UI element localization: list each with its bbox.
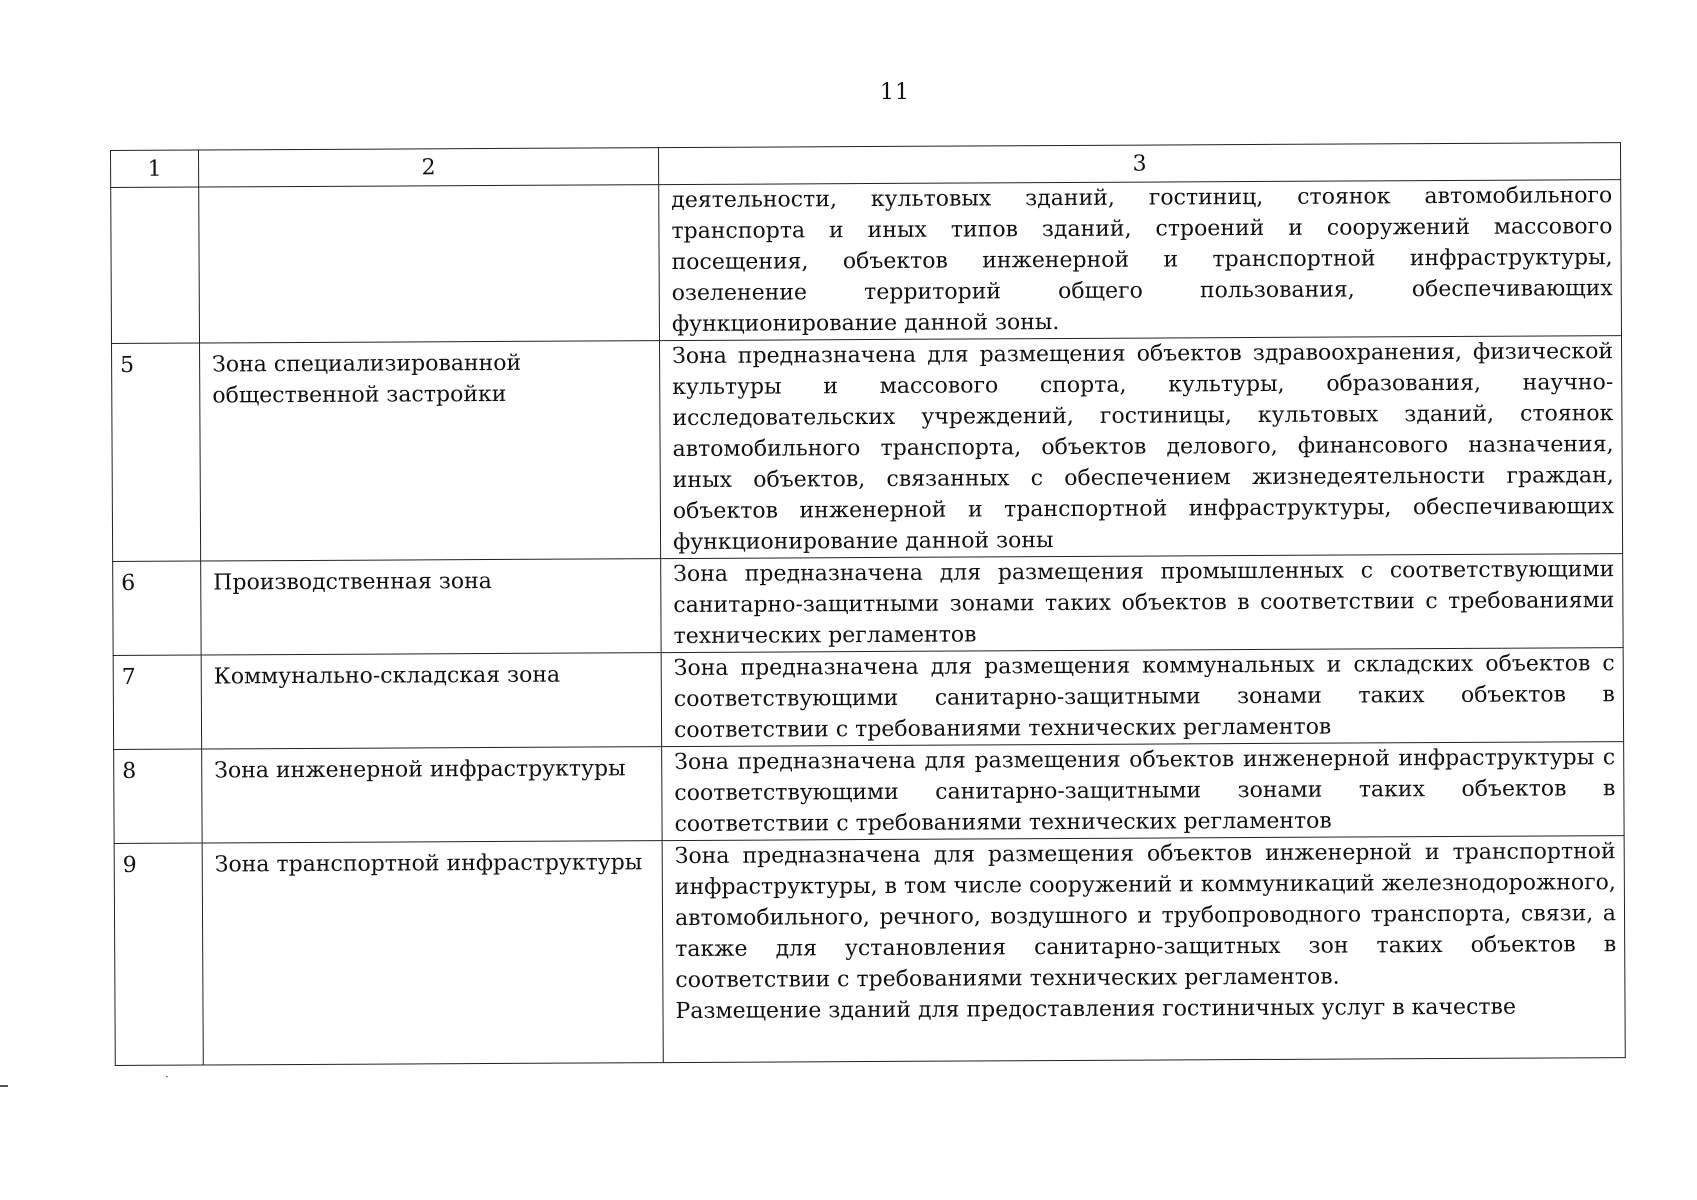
zone-name xyxy=(199,185,660,343)
table-row xyxy=(113,554,1623,656)
row-number xyxy=(111,187,200,343)
description-paragraph: Зона предназначена для размещения промышленных с соответствующими санитарно-защитными зонами таких объектов в соответствии с требованиями технических регламентов xyxy=(673,557,1615,650)
description-paragraph: Зона предназначена для размещения коммунальных и складских объектов с соответствующими санитарно-защитными зонами таких объектов в соответствии с требованиями технических регламентов xyxy=(673,651,1615,744)
column-header-description: 3 xyxy=(658,143,1620,185)
table-row xyxy=(114,836,1625,1066)
table-row xyxy=(113,648,1623,750)
row-number: 5 xyxy=(112,343,201,561)
zone-description xyxy=(661,648,1623,747)
table-row xyxy=(111,180,1622,344)
zone-name: Зона инженерной инфраструктуры xyxy=(202,747,662,843)
column-header-zone-name: 2 xyxy=(199,148,659,187)
zone-name: Производственная зона xyxy=(201,559,661,655)
row-number: 7 xyxy=(113,655,201,749)
table-row xyxy=(114,742,1624,844)
description-paragraph: Зона предназначена для размещения объектов здравоохранения, физической культуры и массового спорта, культуры, образования, научно-исследовательских учреждений, гостиницы, культовых зданий, стоянок автомобильного транспорта, объектов делового, финансового назначения, иных объектов, связанных с обеспечением жизнедеятельности граждан, объектов инженерной и транспортной инфраструктуры, обеспечивающих функционирование данной зоны xyxy=(672,339,1614,556)
zone-name: Коммунально-складская зона xyxy=(201,653,661,749)
row-number: 6 xyxy=(113,561,201,655)
zone-description xyxy=(660,336,1623,559)
column-header-number: 1 xyxy=(111,150,199,187)
description-paragraph: Размещение зданий для предоставления гостиничных услуг в качестве xyxy=(675,994,1517,1025)
description-paragraph: Зона предназначена для размещения объектов инженерной и транспортной инфраструктуры, в том числе сооружений и коммуникаций железнодорожного, автомобильного, речного, воздушного и трубопроводного транспорта, связи, а также для установления санитарно-защитных зон таких объектов в соответствии с требованиями технических регламентов. xyxy=(674,839,1617,994)
page-number: 11 xyxy=(880,80,910,105)
description-paragraph: деятельности, культовых зданий, гостиниц, стоянок автомобильного транспорта и иных типов зданий, строений и сооружений массового посещения, объектов инженерной и транспортной инфраструктуры, озеленение территорий общего пользования, обеспечивающих функционирование данной зоны. xyxy=(671,183,1613,338)
zone-description xyxy=(661,554,1623,653)
zone-name: Зона специализированной общественной застройки xyxy=(200,341,661,561)
row-number: 9 xyxy=(114,843,203,1065)
scan-edge-mark xyxy=(0,1085,8,1087)
zone-description xyxy=(662,836,1625,1063)
zone-description xyxy=(662,742,1624,841)
zone-name: Зона транспортной инфраструктуры xyxy=(202,841,663,1065)
scan-speck: · xyxy=(165,1070,169,1084)
zone-description xyxy=(659,180,1622,341)
row-number: 8 xyxy=(114,749,202,843)
table-row xyxy=(112,336,1623,562)
zones-table xyxy=(110,142,1626,1066)
description-paragraph: Зона предназначена для размещения объектов инженерной инфраструктуры с соответствующими санитарно-защитными зонами таких объектов в соответствии с требованиями технических регламентов xyxy=(674,745,1616,838)
